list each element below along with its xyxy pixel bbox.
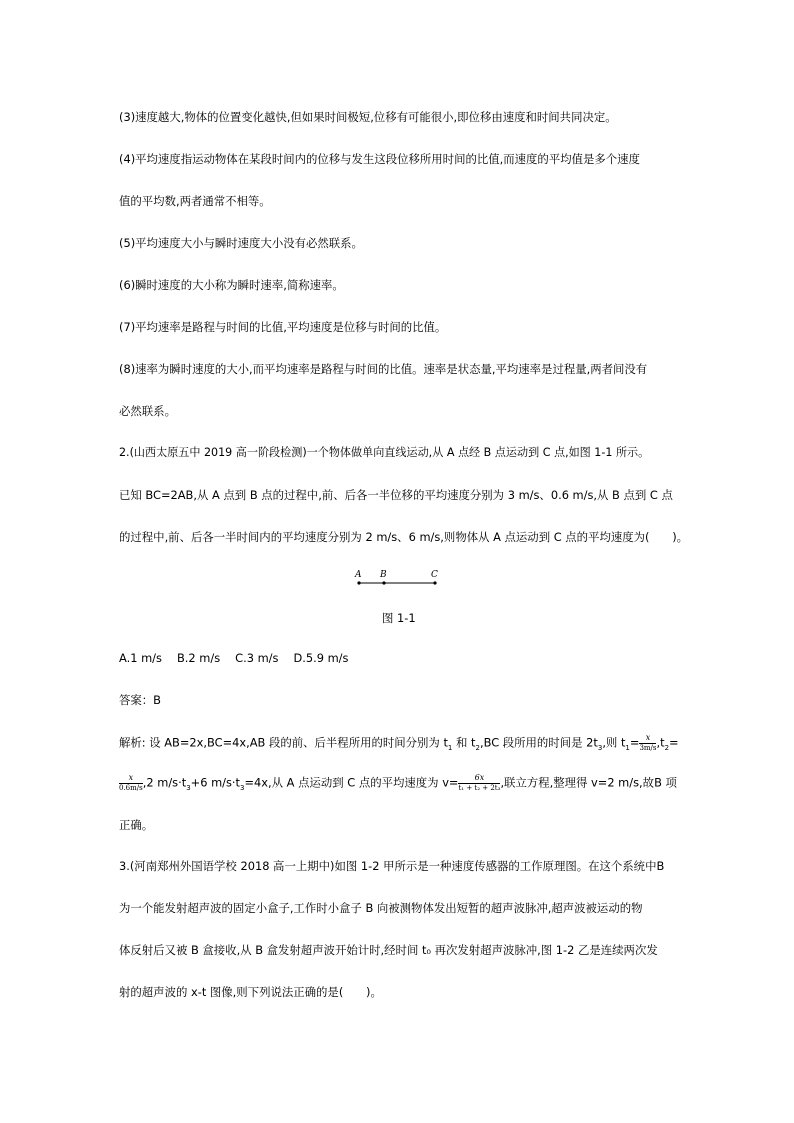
label-a: A <box>355 570 362 580</box>
point-c <box>433 581 436 584</box>
q2-analysis-line1: 解析: 设 AB=2x,BC=4x,AB 段的前、后半程所用的时间分别为 $t_1$ 和 $t_2,BC$ 段所用的时间是 $2t_3$,则 $t_1=$ $\frac{x}{3m/s}$ $,t_2=$ <box>119 733 679 752</box>
q2-analysis-line2: $\frac{x}{0.6m/s}$ ,2 $m/s\cdot t_3+6$ $m/s\cdot t_3=4x$,从 A 点运动到 C 点的平均速度为 v= $\frac{6x}{\text{t₁ + t₂ + 2t₃}}$ ,联立方程,整理得 v=2 m/s,故B 项 <box>119 773 677 792</box>
segment-abc-diagram <box>350 566 450 590</box>
point-b <box>382 581 385 584</box>
figure-caption: 图 1-1 <box>382 611 416 625</box>
note-7: (7)平均速率是路程与时间的比值,平均速度是位移与时间的比值。 <box>119 320 447 334</box>
q2-options: A.1 m/s B.2 m/s C.3 m/s D.5.9 m/s <box>119 651 349 665</box>
note-6: (6)瞬时速度的大小称为瞬时速率,简称速率。 <box>119 278 344 292</box>
fraction-x-over-0.6: $\frac{x}{0.6m/s}$ <box>119 773 143 792</box>
q3-line1: 3.(河南郑州外国语学校 2018 高一上期中)如图 1-2 甲所示是一种速度传感器的工作原理图。在这个系统中B <box>119 859 665 873</box>
q2-line3: 的过程中,前、后各一半时间内的平均速度分别为 2 m/s、6 m/s,则物体从 A 点运动到 C 点的平均速度为( )。 <box>119 530 689 544</box>
note-4-line2: 值的平均数,两者通常不相等。 <box>119 194 271 208</box>
note-8-line2: 必然联系。 <box>119 404 176 418</box>
q2-line1: 2.(山西太原五中 2019 高一阶段检测)一个物体做单向直线运动,从 A 点经 B 点运动到 C 点,如图 1-1 所示。 <box>119 446 650 459</box>
fraction-average-velocity: $\frac{6x}{\text{t₁ + t₂ + 2t₃}}$ <box>458 773 501 792</box>
q3-line2: 为一个能发射超声波的固定小盒子,工作时小盒子 B 向被测物体发出短暂的超声波脉冲,超声波被运动的物 <box>119 901 643 915</box>
point-a <box>357 581 360 584</box>
label-b: B <box>380 570 387 580</box>
label-c: C <box>431 570 438 580</box>
q2-line2: 已知 BC=2AB,从 A 点到 B 点的过程中,前、后各一半位移的平均速度分别为 3 m/s、0.6 m/s,从 B 点到 C 点 <box>119 488 673 502</box>
q2-answer: 答案：B <box>119 693 161 707</box>
note-3: (3)速度越大,物体的位置变化越快,但如果时间极短,位移有可能很小,即位移由速度和时间共同决定。 <box>119 110 617 124</box>
note-4-line1: (4)平均速度指运动物体在某段时间内的位移与发生这段位移所用时间的比值,而速度的平均值是多个速度 <box>119 152 640 166</box>
q3-line3: 体反射后又被 B 盒接收,从 B 盒发射超声波开始计时,经时间 t₀ 再次发射超声波脉冲,图 1-2 乙是连续两次发 <box>119 943 658 957</box>
fraction-x-over-3: $\frac{x}{3m/s}$ <box>639 733 657 752</box>
note-8-line1: (8)速率为瞬时速度的大小,而平均速率是路程与时间的比值。速率是状态量,平均速率是过程量,两者间没有 <box>119 362 648 376</box>
q3-line4: 射的超声波的 x-t 图像,则下列说法正确的是( )。 <box>119 985 382 999</box>
note-5: (5)平均速度大小与瞬时速度大小没有必然联系。 <box>119 236 363 250</box>
q2-analysis-line3: 正确。 <box>119 818 154 832</box>
